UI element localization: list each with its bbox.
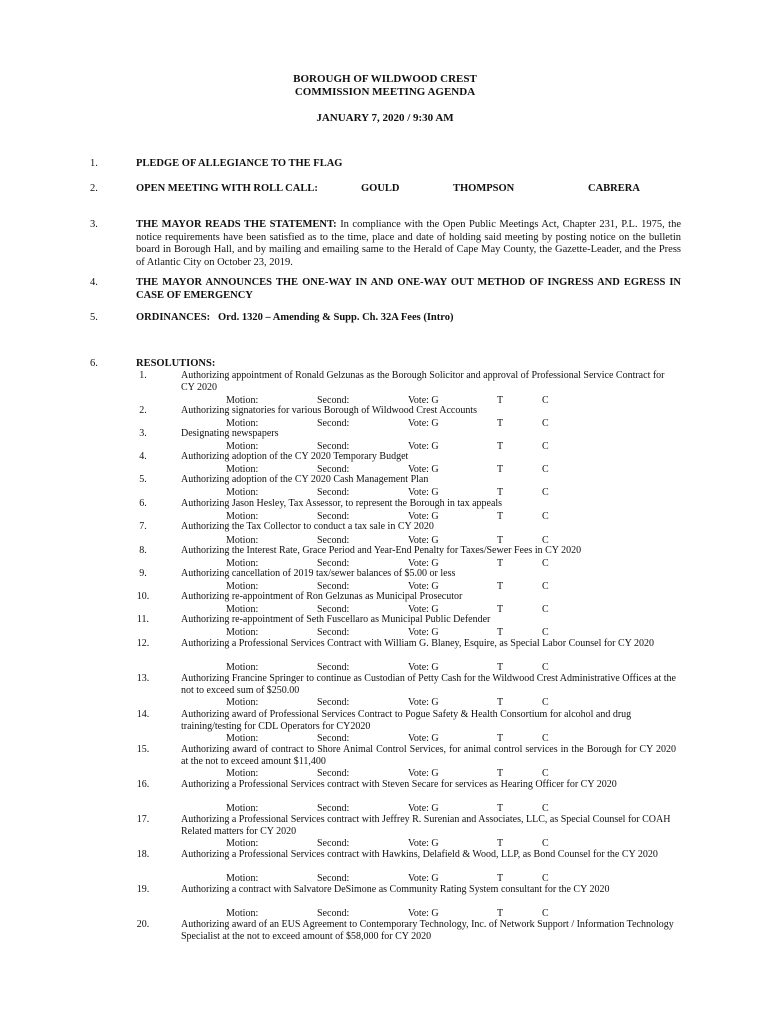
second-label: Second: <box>317 838 350 849</box>
resolution-text: Authorizing adoption of the CY 2020 Temporary Budget <box>181 451 409 462</box>
item-number: 1. <box>90 158 98 169</box>
vote-label: Vote: G <box>408 558 439 569</box>
second-label: Second: <box>317 908 350 919</box>
vote-label: Vote: G <box>408 581 439 592</box>
roll-call-name: THOMPSON <box>453 183 515 194</box>
motion-label: Motion: <box>226 768 259 779</box>
motion-label: Motion: <box>226 838 259 849</box>
motion-label: Motion: <box>226 697 259 708</box>
vote-label: Vote: G <box>408 418 439 429</box>
vote-c-label: C <box>542 803 549 814</box>
motion-label: Motion: <box>226 418 259 429</box>
vote-c-label: C <box>542 487 549 498</box>
vote-t-label: T <box>497 838 504 849</box>
vote-t-label: T <box>497 627 504 638</box>
resolution-text: Authorizing a Professional Services contract with Jeffrey R. Surenian and Associates, LLC, as Special Counsel for COAH Related matters for CY 2020 <box>181 814 671 837</box>
item-pledge: PLEDGE OF ALLEGIANCE TO THE FLAG <box>136 158 343 169</box>
resolution-text: Authorizing award of contract to Shore Animal Control Services, for animal control services in the Borough for CY 2020 at the not to exceed amount $11,400 <box>181 744 676 767</box>
vote-t-label: T <box>497 464 504 475</box>
vote-label: Vote: G <box>408 803 439 814</box>
item-number: 6. <box>90 358 98 369</box>
vote-c-label: C <box>542 733 549 744</box>
vote-label: Vote: G <box>408 697 439 708</box>
resolution-text: Authorizing award of an EUS Agreement to Contemporary Technology, Inc. of Network Support / Information Technology Specialist at the not to exceed amount of $58,000 for CY 2020 <box>181 919 674 942</box>
resolution-text: Authorizing a Professional Services contract with Hawkins, Delafield & Wood, LLP, as Bond Counsel for the CY 2020 <box>181 849 658 860</box>
vote-t-label: T <box>497 441 504 452</box>
motion-label: Motion: <box>226 581 259 592</box>
vote-t-label: T <box>497 697 504 708</box>
resolution-text: Authorizing appointment of Ronald Gelzunas as the Borough Solicitor and approval of Professional Service Contract for CY 2020 <box>181 370 665 393</box>
resolutions-heading: RESOLUTIONS: <box>136 358 216 369</box>
resolution-number: 19. <box>136 884 150 895</box>
vote-c-label: C <box>542 511 549 522</box>
vote-c-label: C <box>542 768 549 779</box>
ordinance-entry: Ord. 1320 – Amending & Supp. Ch. 32A Fees (Intro) <box>217 312 454 323</box>
resolution-number: 6. <box>139 498 147 509</box>
second-label: Second: <box>317 418 350 429</box>
item-number: 3. <box>90 219 98 230</box>
vote-label: Vote: G <box>408 733 439 744</box>
item-number: 5. <box>90 312 98 323</box>
vote-c-label: C <box>542 441 549 452</box>
motion-label: Motion: <box>226 535 259 546</box>
motion-label: Motion: <box>226 627 259 638</box>
vote-label: Vote: G <box>408 838 439 849</box>
motion-label: Motion: <box>226 511 259 522</box>
vote-label: Vote: G <box>408 441 439 452</box>
vote-c-label: C <box>542 395 549 406</box>
vote-t-label: T <box>497 733 504 744</box>
vote-t-label: T <box>497 395 504 406</box>
motion-label: Motion: <box>226 464 259 475</box>
second-label: Second: <box>317 873 350 884</box>
vote-label: Vote: G <box>408 511 439 522</box>
resolution-text: Authorizing a Professional Services contract with Steven Secare for services as Hearing Officer for CY 2020 <box>181 779 617 790</box>
resolution-text: Authorizing a Professional Services Contract with William G. Blaney, Esquire, as Special Labor Counsel for CY 2020 <box>181 638 655 649</box>
vote-c-label: C <box>542 464 549 475</box>
ordinances-label: ORDINANCES: <box>136 312 211 323</box>
item-mayor-statement <box>136 219 681 269</box>
item-number: 2. <box>90 183 98 194</box>
resolution-number: 13. <box>136 673 150 684</box>
resolution-text: Authorizing re-appointment of Seth Fuscellaro as Municipal Public Defender <box>181 614 491 625</box>
resolution-text: Authorizing the Tax Collector to conduct a tax sale in CY 2020 <box>181 521 434 532</box>
resolution-text: Authorizing Francine Springer to continue as Custodian of Petty Cash for the Wildwood Crest Administrative Offices at the not to exceed sum of $250.00 <box>181 673 676 696</box>
resolution-number: 12. <box>136 638 150 649</box>
vote-label: Vote: G <box>408 768 439 779</box>
second-label: Second: <box>317 662 350 673</box>
second-label: Second: <box>317 733 350 744</box>
resolution-number: 2. <box>139 405 147 416</box>
motion-label: Motion: <box>226 908 259 919</box>
vote-line <box>0 697 770 709</box>
resolution-number: 4. <box>139 451 147 462</box>
second-label: Second: <box>317 487 350 498</box>
vote-label: Vote: G <box>408 604 439 615</box>
vote-t-label: T <box>497 803 504 814</box>
motion-label: Motion: <box>226 733 259 744</box>
vote-t-label: T <box>497 535 504 546</box>
resolution-text: Designating newspapers <box>181 428 279 439</box>
resolution-text: Authorizing a contract with Salvatore DeSimone as Community Rating System consultant for the CY 2020 <box>181 884 610 895</box>
vote-label: Vote: G <box>408 908 439 919</box>
statement-text: In compliance with the Open Public Meetings Act, Chapter 231, P.L. 1975, the notice requirements have been satisfied as to the time, place and date of holding said meeting by posting notice on the bulletin board in Borough Hall, and by mailing and emailing same to the Herald of Cape May County, the Gazette-Leader, and the Press of Atlantic City on October 23, 2019. <box>136 219 682 268</box>
vote-label: Vote: G <box>408 662 439 673</box>
vote-c-label: C <box>542 604 549 615</box>
vote-c-label: C <box>542 908 549 919</box>
borough-title: BOROUGH OF WILDWOOD CREST <box>293 73 477 85</box>
item-number: 4. <box>90 277 98 288</box>
vote-t-label: T <box>497 604 504 615</box>
resolution-number: 8. <box>139 545 147 556</box>
vote-c-label: C <box>542 838 549 849</box>
resolution-text: Authorizing cancellation of 2019 tax/sewer balances of $5.00 or less <box>181 568 456 579</box>
vote-t-label: T <box>497 908 504 919</box>
vote-t-label: T <box>497 511 504 522</box>
second-label: Second: <box>317 464 350 475</box>
resolution-number: 15. <box>136 744 150 755</box>
statement-label: THE MAYOR READS THE STATEMENT: <box>136 219 337 230</box>
vote-c-label: C <box>542 662 549 673</box>
resolution-number: 1. <box>139 370 147 381</box>
motion-label: Motion: <box>226 662 259 673</box>
vote-t-label: T <box>497 581 504 592</box>
vote-c-label: C <box>542 697 549 708</box>
vote-t-label: T <box>497 662 504 673</box>
second-label: Second: <box>317 604 350 615</box>
item-roll-call: OPEN MEETING WITH ROLL CALL: <box>136 183 318 194</box>
vote-label: Vote: G <box>408 535 439 546</box>
resolution-text: Authorizing signatories for various Borough of Wildwood Crest Accounts <box>181 405 478 416</box>
second-label: Second: <box>317 627 350 638</box>
resolution-number: 14. <box>136 709 150 720</box>
vote-t-label: T <box>497 418 504 429</box>
vote-c-label: C <box>542 418 549 429</box>
second-label: Second: <box>317 697 350 708</box>
resolution-number: 18. <box>136 849 150 860</box>
motion-label: Motion: <box>226 395 259 406</box>
motion-label: Motion: <box>226 873 259 884</box>
motion-label: Motion: <box>226 487 259 498</box>
second-label: Second: <box>317 395 350 406</box>
vote-c-label: C <box>542 627 549 638</box>
resolution-number: 20. <box>136 919 150 930</box>
resolution-text: Authorizing adoption of the CY 2020 Cash Management Plan <box>181 474 429 485</box>
second-label: Second: <box>317 511 350 522</box>
vote-c-label: C <box>542 558 549 569</box>
motion-label: Motion: <box>226 803 259 814</box>
resolution-number: 9. <box>139 568 147 579</box>
resolution-number: 17. <box>136 814 150 825</box>
vote-t-label: T <box>497 873 504 884</box>
roll-call-name: GOULD <box>361 183 400 194</box>
vote-label: Vote: G <box>408 873 439 884</box>
motion-label: Motion: <box>226 604 259 615</box>
motion-label: Motion: <box>226 558 259 569</box>
resolution-number: 5. <box>139 474 147 485</box>
vote-c-label: C <box>542 535 549 546</box>
resolution-number: 16. <box>136 779 150 790</box>
vote-label: Vote: G <box>408 627 439 638</box>
resolution-number: 11. <box>136 614 150 625</box>
vote-label: Vote: G <box>408 464 439 475</box>
resolution-number: 3. <box>139 428 147 439</box>
item-ordinances <box>136 312 681 325</box>
second-label: Second: <box>317 558 350 569</box>
resolution-text: Authorizing award of Professional Services Contract to Pogue Safety & Health Consortium for alcohol and drug training/testing for CDL Operators for CY2020 <box>181 709 632 732</box>
resolution-text: Authorizing the Interest Rate, Grace Period and Year-End Penalty for Taxes/Sewer Fees in CY 2020 <box>181 545 582 556</box>
vote-label: Vote: G <box>408 395 439 406</box>
second-label: Second: <box>317 581 350 592</box>
vote-t-label: T <box>497 487 504 498</box>
second-label: Second: <box>317 803 350 814</box>
roll-call-name: CABRERA <box>588 183 640 194</box>
resolution-text: Authorizing Jason Hesley, Tax Assessor, to represent the Borough in tax appeals <box>181 498 503 509</box>
vote-c-label: C <box>542 581 549 592</box>
vote-t-label: T <box>497 768 504 779</box>
second-label: Second: <box>317 768 350 779</box>
agenda-title: COMMISSION MEETING AGENDA <box>294 86 476 98</box>
resolution-number: 10. <box>136 591 150 602</box>
second-label: Second: <box>317 535 350 546</box>
item-emergency: THE MAYOR ANNOUNCES THE ONE-WAY IN AND ONE-WAY OUT METHOD OF INGRESS AND EGRESS IN CASE OF EMERGENCY <box>136 277 681 301</box>
resolution-number: 7. <box>139 521 147 532</box>
motion-label: Motion: <box>226 441 259 452</box>
vote-t-label: T <box>497 558 504 569</box>
meeting-date: JANUARY 7, 2020 / 9:30 AM <box>316 112 454 124</box>
vote-label: Vote: G <box>408 487 439 498</box>
second-label: Second: <box>317 441 350 452</box>
resolution-text: Authorizing re-appointment of Ron Gelzunas as Municipal Prosecutor <box>181 591 463 602</box>
vote-c-label: C <box>542 873 549 884</box>
